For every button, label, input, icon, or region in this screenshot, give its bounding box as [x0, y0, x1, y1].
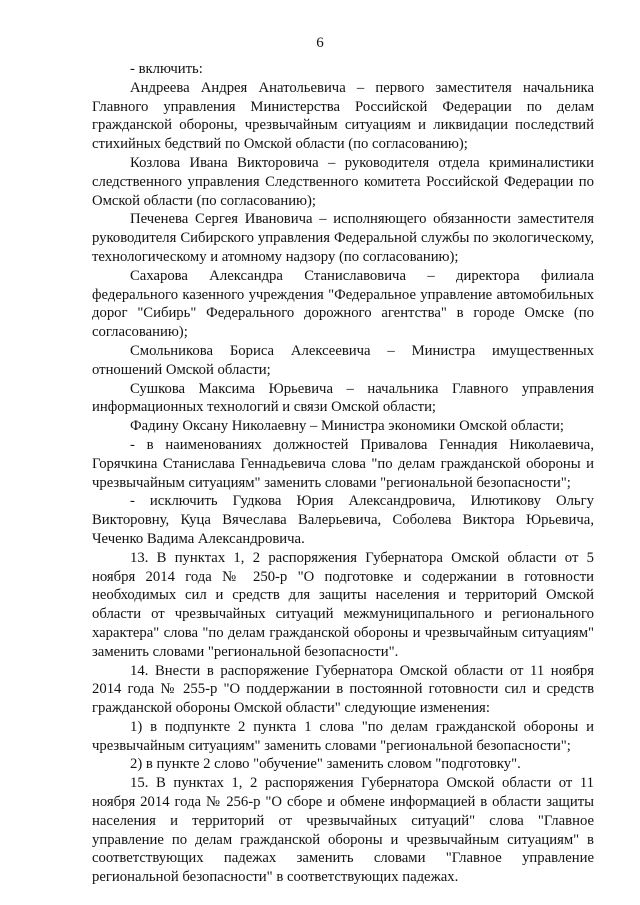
paragraph-item-14-1: 1) в подпункте 2 пункта 1 слова "по делам гражданской обороны и чрезвычайным ситуациям" заменить словами "региональной безопасности";	[92, 718, 594, 754]
paragraph-kozlov: Козлова Ивана Викторовича – руководителя отдела криминалистики следственного управления Следственного комитета Российской Федерации по Омской области (по согласованию);	[92, 154, 594, 209]
paragraph-item-14-2: 2) в пункте 2 слово "обучение" заменить словом "подготовку".	[130, 756, 521, 773]
paragraph-pechenev: Печенева Сергея Ивановича – исполняющего обязанности заместителя руководителя Сибирского управления Федеральной службы по экологическому, технологическому и атомному надзору (по согласованию);	[92, 211, 594, 265]
paragraph-fadina: Фадину Оксану Николаевну – Министра экономики Омской области;	[130, 418, 564, 435]
paragraph-include-heading: - включить:	[130, 61, 203, 77]
paragraph-exclude: - исключить Гудкова Юрия Александровича, Илютикову Ольгу Викторовну, Куца Вячеслава Валерьевича, Соболева Виктора Юрьевича, Чеченко Вадима Александровича.	[92, 493, 594, 547]
paragraph-sushkov: Сушкова Максима Юрьевича – начальника Главного управления информационных технологий и связи Омской области;	[92, 380, 594, 416]
paragraph-sakharov: Сахарова Александра Станиславовича – директора филиала федерального казенного учреждения "Федеральное управление автомобильных дорог "Сибирь" Федерального дорожного агентства" в городе Омске (по согласованию);	[92, 267, 594, 341]
paragraph-rename-positions: - в наименованиях должностей Привалова Геннадия Николаевича, Горячкина Станислава Геннадьевича слова "по делам гражданской обороны и чрезвычайным ситуациям" заменить словами "региональной безопасности";	[92, 436, 594, 491]
page-number: 6	[316, 35, 324, 51]
document-body	[92, 60, 594, 887]
paragraph-smolnikov: Смольникова Бориса Алексеевича – Министра имущественных отношений Омской области;	[92, 342, 594, 378]
paragraph-item-14: 14. Внести в распоряжение Губернатора Омской области от 11 ноября 2014 года № 255-р "О поддержании в постоянной готовности сил и средств гражданской обороны Омской области" следующие изменения:	[92, 662, 594, 717]
paragraph-andreev: Андреева Андрея Анатольевича – первого заместителя начальника Главного управления Министерства Российской Федерации по делам гражданской обороны, чрезвычайным ситуациям и ликвидации последствий стихийных бедствий по Омской области (по согласованию);	[92, 79, 594, 153]
paragraph-item-13: 13. В пунктах 1, 2 распоряжения Губернатора Омской области от 5 ноября 2014 года № 250-р "О подготовке и содержании в готовности необходимых сил и средств для защиты населения и территорий Омской области от чрезвычайных ситуаций межмуниципального и регионального характера" слова "по делам гражданской обороны и чрезвычайным ситуациям" заменить словами "региональной безопасности".	[92, 549, 594, 660]
paragraph-item-15: 15. В пунктах 1, 2 распоряжения Губернатора Омской области от 11 ноября 2014 года № 256-р "О сборе и обмене информацией в области защиты населения и территорий от чрезвычайных ситуаций" слова "Главное управление по делам гражданской обороны и чрезвычайным ситуациям" в соответствующих падежах заменить словами "Главное управление региональной безопасности" в соответствующих падежах.	[92, 775, 594, 886]
